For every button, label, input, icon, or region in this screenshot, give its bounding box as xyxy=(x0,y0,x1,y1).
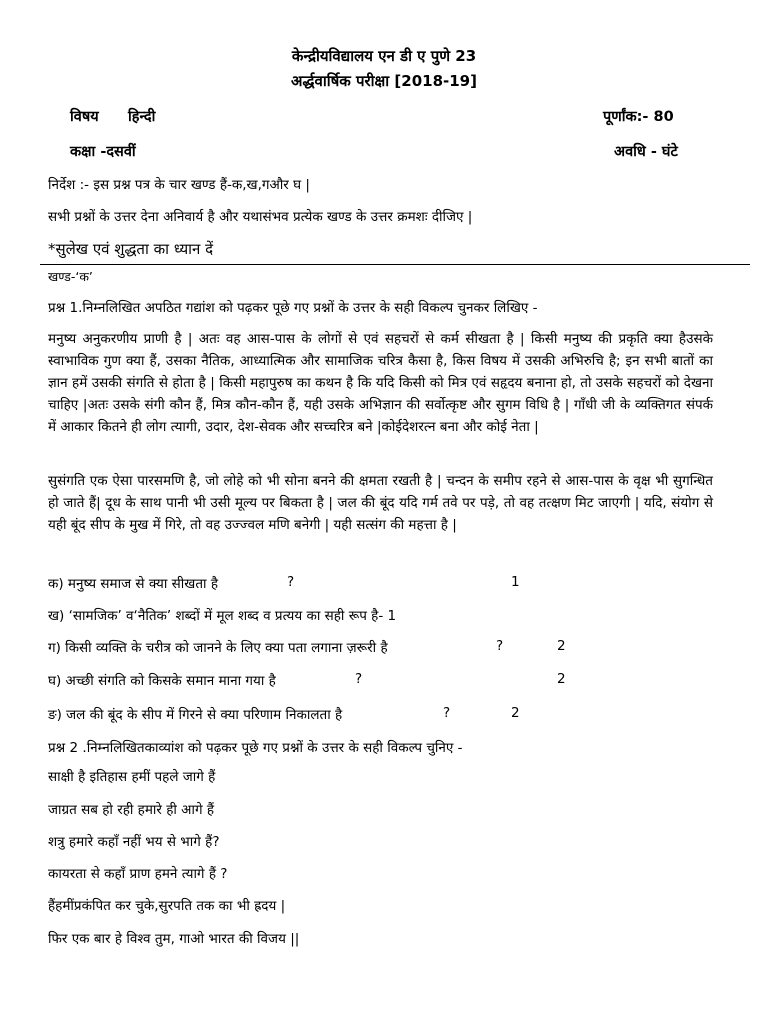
passage-1: मनुष्य अनुकरणीय प्राणी है | अतः वह आस-पास के लोगों से एवं सहचरों से कर्म सीखता है | किसी मनुष्य की प्रकृति क्या हैउसके स्वाभाविक गुण क्या हैं, उसका नैतिक, आध्यात्मिक और सामाजिक चरित्र कैसा है, किस विषय में उसकी अभिरुचि है; इन सभी बातों का ज्ञान हमें उसकी संगति से होता है | किसी महापुरुष का कथन है कि यदि किसी को मित्र एवं सहृदय बनाना हो, तो उसके सहचरों को देखना चाहिए |अतः उसके संगी कौन हैं, मित्र कौन-कौन हैं, यही उसके अभिज्ञान की सर्वोत्कृष्ट और सुगम विधि है | गाँधी जी के व्यक्तिगत संपर्क में आकार कितने ही लोग त्यागी, उदार, देश-सेवक और सच्चरित्र बने |कोईदेशरत्न बना और कोई नेता | xyxy=(48,331,713,435)
duration: अवधि - घंटे xyxy=(614,144,678,160)
question-ga: ग) किसी व्यक्ति के चरीत्र को जानने के लिए क्या पता लगाना ज़रूरी है xyxy=(48,640,388,656)
class-label: कक्षा -दसवीं xyxy=(70,144,136,160)
subject-label: विषय xyxy=(70,109,99,125)
poem-line-6: फिर एक बार हे विश्व तुम, गाओ भारत की विजय || xyxy=(48,931,300,947)
poem-line-3: शत्रु हमारे कहाँ नहीं भय से भागे हैं? xyxy=(48,834,220,850)
section-title: खण्ड-‘क’ xyxy=(48,269,93,284)
question-ka-marks: 1 xyxy=(511,574,520,590)
instruction-line-3: *सुलेख एवं शुद्धता का ध्यान दें xyxy=(48,240,214,258)
question-gha-mark: ? xyxy=(355,671,363,687)
question-nga-mark: ? xyxy=(443,705,451,721)
school-name: केन्द्रीयविद्यालय एन डी ए पुणे 23 xyxy=(291,47,477,65)
max-marks: पूर्णांक:- 80 xyxy=(603,109,674,125)
q1-prompt: प्रश्न 1.निम्नलिखित अपठित गद्यांश को पढ़कर पूछे गए प्रश्नों के उत्तर के सही विकल्प चुनकर लिखिए - xyxy=(48,300,538,316)
poem-line-1: साक्षी है इतिहास हमीं पहले जागे हैं xyxy=(48,769,216,785)
divider-line xyxy=(40,264,750,265)
question-gha: घ) अच्छी संगति को किसके समान माना गया है xyxy=(48,673,276,689)
question-ka-mark: ? xyxy=(287,574,295,590)
question-nga: ङ) जल की बूंद के सीप में गिरने से क्या परिणाम निकालता है xyxy=(48,707,343,723)
exam-title: अर्द्धवार्षिक परीक्षा [2018-19] xyxy=(291,72,477,90)
instruction-line-2: सभी प्रश्नों के उत्तर देना अनिवार्य है और यथासंभव प्रत्येक खण्ड के उत्तर क्रमशः दीजिए | xyxy=(48,209,473,225)
question-ka: क) मनुष्य समाज से क्या सीखता है xyxy=(48,576,218,592)
question-gha-marks: 2 xyxy=(557,671,566,687)
passage-2: सुसंगति एक ऐसा पारसमणि है, जो लोहे को भी सोना बनने की क्षमता रखती है | चन्दन के समीप रहने से आस-पास के वृक्ष भी सुगन्धित हो जाते हैं| दूध के साथ पानी भी उसी मूल्य पर बिकता है | जल की बूंद यदि गर्म तवे पर पड़े, तो वह तत्क्षण मिट जाएगी | यदि, संयोग से यही बूंद सीप के मुख में गिरे, तो वह उज्ज्वल मणि बनेगी | यही सत्संग की महत्ता है | xyxy=(48,473,713,533)
question-ga-mark: ? xyxy=(496,638,504,654)
q2-prompt: प्रश्न 2 .निम्नलिखितकाव्यांश को पढ़कर पूछे गए प्रश्नों के उत्तर के सही विकल्प चुनिए - xyxy=(48,740,463,756)
poem-line-5: हैंहमींप्रकंपित कर चुके,सुरपति तक का भी ह्रदय | xyxy=(48,898,286,914)
question-ga-marks: 2 xyxy=(557,638,566,654)
poem-line-2: जाग्रत सब हो रही हमारे ही आगे हैं xyxy=(48,802,215,818)
subject-value: हिन्दी xyxy=(128,109,156,125)
instruction-line-1: निर्देश :- इस प्रश्न पत्र के चार खण्ड हैं-क,ख,गऔर घ | xyxy=(48,177,310,193)
question-kha: ख) ‘सामजिक’ व‘नैतिक’ शब्दों में मूल शब्द व प्रत्यय का सही रूप है- 1 xyxy=(48,608,397,624)
poem-line-4: कायरता से कहाँ प्राण हमने त्यागे हैं ? xyxy=(48,866,228,882)
question-nga-marks: 2 xyxy=(511,705,520,721)
